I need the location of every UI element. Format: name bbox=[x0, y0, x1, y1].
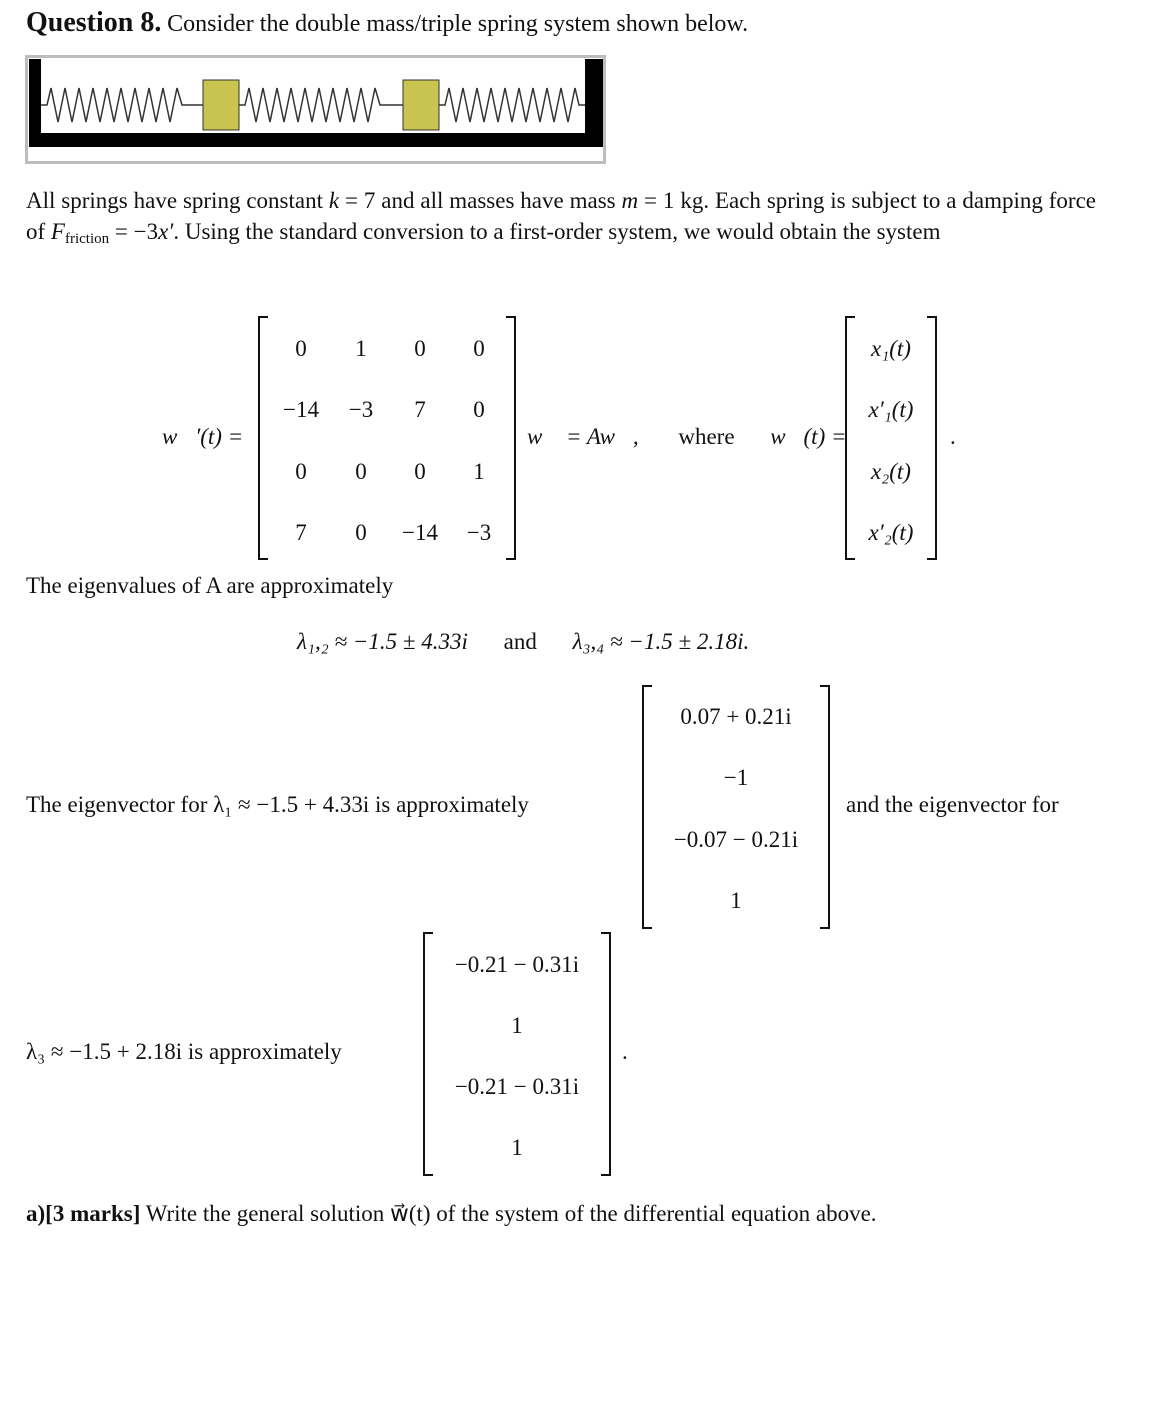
mass-2 bbox=[403, 80, 439, 130]
eigenvalues-intro: The eigenvalues of A are approximately bbox=[26, 573, 394, 598]
spring-mass-figure bbox=[25, 55, 607, 165]
eigenvalue-3-4: λ₃,₄ ≈ −1.5 ± 2.18i. bbox=[572, 629, 750, 654]
vector-entry: 1 bbox=[511, 1135, 523, 1160]
matrix-cell: −14 bbox=[283, 397, 319, 422]
matrix-cell: 0 bbox=[355, 520, 367, 545]
where-label: where bbox=[678, 424, 735, 449]
matrix-A-left-bracket bbox=[258, 316, 268, 560]
vector-entry: 0.07 + 0.21i bbox=[680, 704, 792, 729]
question-label: Question 8. bbox=[26, 7, 162, 38]
matrix-A-right-bracket bbox=[506, 316, 516, 560]
vector-entry: −0.21 − 0.31i bbox=[454, 1074, 580, 1099]
part-a-marks: [3 marks] bbox=[45, 1201, 141, 1226]
and-label: and bbox=[503, 629, 537, 654]
vector-entry: −1 bbox=[723, 765, 749, 790]
matrix-cell: −14 bbox=[402, 520, 438, 545]
vector-entry: −0.21 − 0.31i bbox=[454, 952, 580, 977]
system-middle: w⃗ = Aw⃗, where w⃗(t) = bbox=[527, 424, 847, 449]
matrix-cell: 0 bbox=[473, 397, 485, 422]
eigvec3-end: . bbox=[622, 1039, 628, 1064]
vector-right-bracket bbox=[927, 316, 937, 560]
eigenvalue-1-2: λ₁,₂ ≈ −1.5 ± 4.33i bbox=[297, 629, 468, 654]
eigenvalues-line bbox=[297, 627, 749, 657]
matrix-cell: 1 bbox=[355, 336, 367, 361]
question-heading bbox=[26, 8, 748, 39]
eigvec1-trail: and the eigenvector for bbox=[846, 792, 1059, 817]
vector-entry: x′₂(t) bbox=[868, 520, 914, 545]
eigvec1-lead: The eigenvector for λ₁ ≈ −1.5 + 4.33i is approximately bbox=[26, 792, 529, 817]
part-a-text: Write the general solution w⃗(t) of the system of the differential equation above. bbox=[140, 1201, 877, 1226]
matrix-cell: −3 bbox=[466, 520, 492, 545]
matrix-cell: −3 bbox=[348, 397, 374, 422]
mass-1 bbox=[203, 80, 239, 130]
floor bbox=[29, 133, 603, 147]
matrix-cell: 7 bbox=[414, 397, 426, 422]
matrix-cell: 1 bbox=[473, 459, 485, 484]
system-end: . bbox=[950, 424, 956, 449]
eigvec1-left-bracket bbox=[642, 685, 652, 929]
vector-entry: x₁(t) bbox=[871, 336, 911, 361]
eigvec1-right-bracket bbox=[820, 685, 830, 929]
vector-entry: 1 bbox=[511, 1013, 523, 1038]
w-label: w⃗(t) = bbox=[770, 424, 847, 449]
vector-entry: x₂(t) bbox=[871, 459, 911, 484]
eigvec3-left-bracket bbox=[423, 932, 433, 1176]
intro-paragraph: All springs have spring constant k = 7 and all masses have mass m = 1 kg. Each spring is subject to a damping force of $F_{friction} = -3x'$. Using the standard conversion to a first-order system, we would obtain the system bbox=[26, 188, 1097, 247]
vector-entry: x′₁(t) bbox=[868, 397, 914, 422]
matrix-cell: 0 bbox=[414, 336, 426, 361]
matrix-cell: 0 bbox=[295, 336, 307, 361]
right-wall bbox=[585, 59, 603, 145]
vector-entry: −0.07 − 0.21i bbox=[673, 827, 799, 852]
part-a bbox=[26, 1199, 877, 1229]
vector-left-bracket bbox=[845, 316, 855, 560]
matrix-cell: 0 bbox=[414, 459, 426, 484]
matrix-cell: 7 bbox=[295, 520, 307, 545]
question-text: Consider the double mass/triple spring system shown below. bbox=[167, 11, 749, 37]
left-wall bbox=[29, 59, 41, 145]
eigvec3-lead: λ₃ ≈ −1.5 + 2.18i is approximately bbox=[26, 1039, 342, 1064]
matrix-cell: 0 bbox=[295, 459, 307, 484]
matrix-cell: 0 bbox=[355, 459, 367, 484]
system-lhs: w⃗′(t) = bbox=[162, 424, 244, 449]
part-a-label: a) bbox=[26, 1201, 46, 1226]
vector-entry: 1 bbox=[730, 888, 742, 913]
eigvec3-right-bracket bbox=[601, 932, 611, 1176]
matrix-cell: 0 bbox=[473, 336, 485, 361]
